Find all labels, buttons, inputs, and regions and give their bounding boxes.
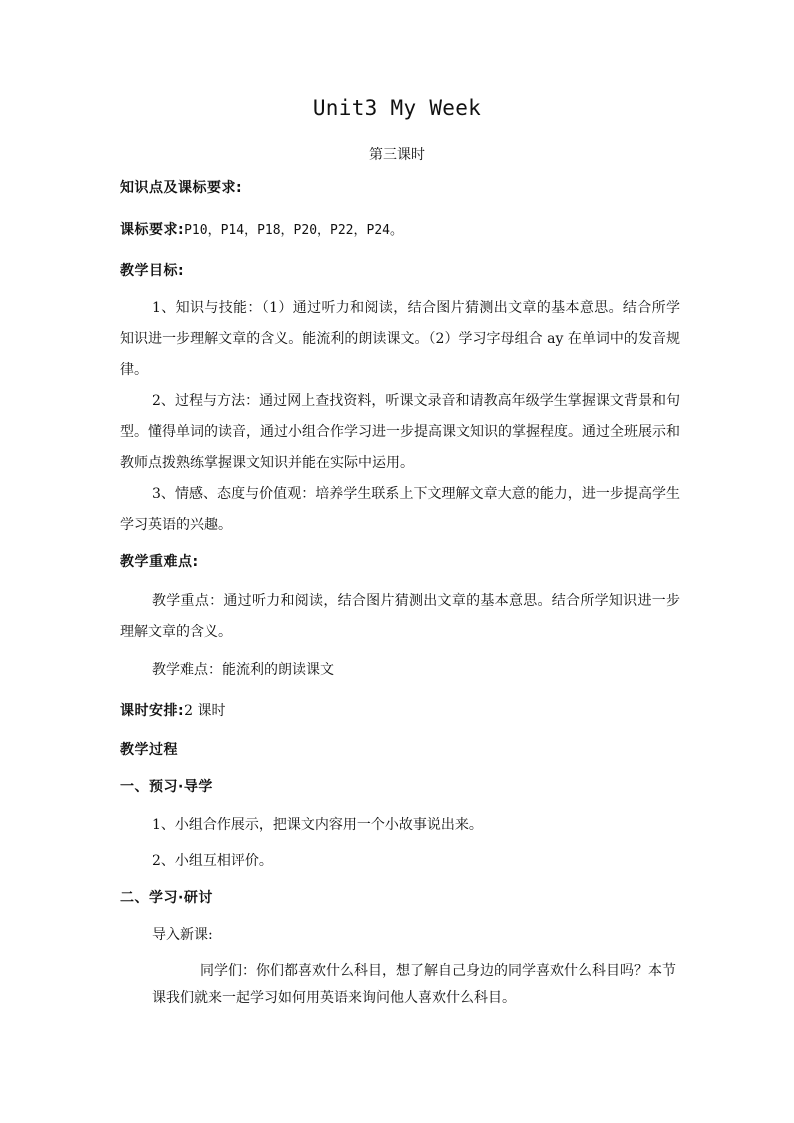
heading-objectives: 教学目标: [120, 263, 185, 279]
schedule-line [120, 701, 680, 721]
standard-line [120, 220, 680, 241]
lesson-subtitle: 第三课时 [369, 147, 425, 163]
schedule-value: 2 课时 [184, 703, 226, 719]
difficulty: 教学难点：能流利的朗读课文 [152, 662, 334, 678]
section-1-item-1: 1、小组合作展示，把课文内容用一个小故事说出来。 [152, 817, 483, 833]
heading-section-1: 一、预习·导学 [120, 779, 213, 795]
standard-value: P10，P14，P18，P20，P22，P24。 [184, 223, 403, 238]
section-1-item-2: 2、小组互相评价。 [152, 853, 273, 869]
heading-key-points: 教学重难点: [120, 554, 199, 570]
schedule-label: 课时安排: [120, 703, 185, 719]
heading-section-2: 二、学习·研讨 [120, 890, 213, 906]
intro-text: 同学们：你们都喜欢什么科目，想了解自己身边的同学喜欢什么科目吗？本节课我们就来一起学习如何用英语来询问他人喜欢什么科目。 [152, 963, 676, 1006]
key-point: 教学重点：通过听力和阅读，结合图片猜测出文章的基本意思。结合所学知识进一步理解文章的含义。 [120, 593, 680, 640]
heading-process: 教学过程 [120, 742, 178, 758]
standard-label: 课标要求: [120, 222, 185, 238]
document-title: Unit3 My Week [312, 96, 482, 120]
objective-1: 1、知识与技能：（1）通过听力和阅读，结合图片猜测出文章的基本意思。结合所学知识进一步理解文章的含义。能流利的朗读课文。（2）学习字母组合 ay 在单词中的发音规律。 [120, 300, 680, 378]
objective-2: 2、过程与方法：通过网上查找资料，听课文录音和请教高年级学生掌握课文背景和句型。懂得单词的读音，通过小组合作学习进一步提高课文知识的掌握程度。通过全班展示和教师点拨熟练掌握课文知识并能在实际中运用。 [120, 393, 680, 471]
intro-label: 导入新课: [152, 927, 213, 943]
heading-knowledge: 知识点及课标要求: [120, 180, 243, 196]
objective-3: 3、情感、态度与价值观：培养学生联系上下文理解文章大意的能力，进一步提高学生学习英语的兴趣。 [120, 486, 680, 533]
